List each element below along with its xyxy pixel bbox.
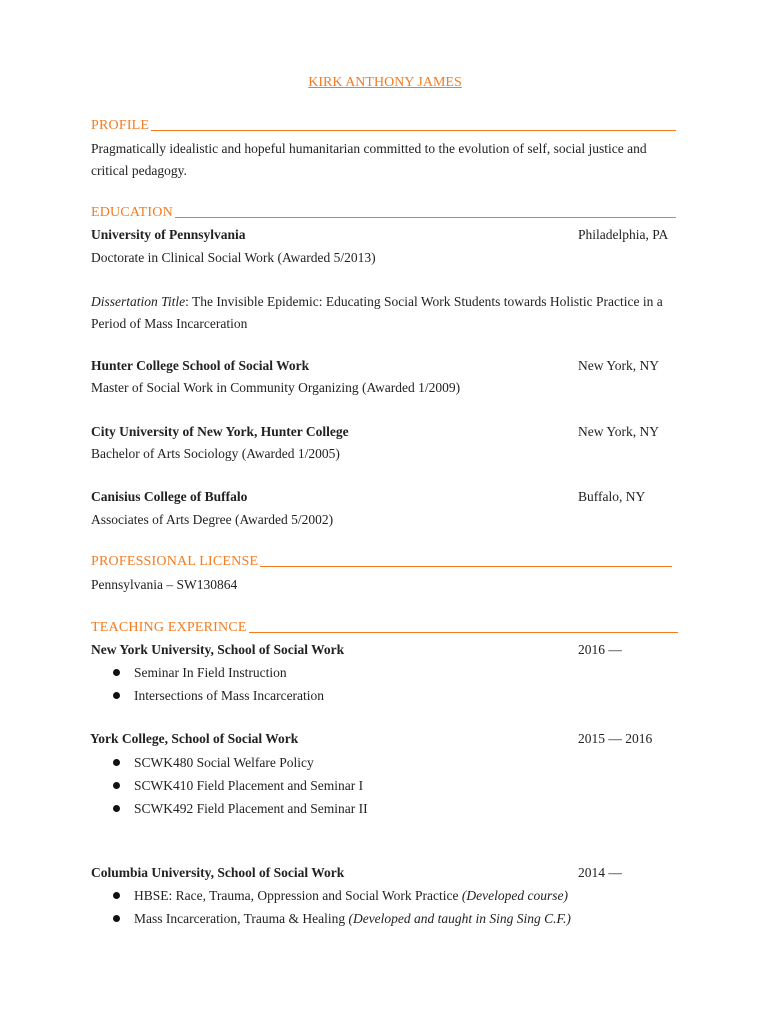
license-heading-label: PROFESSIONAL LICENSE [91,554,259,569]
bullet-icon [113,805,120,812]
bullet-icon [113,892,120,899]
bullet-icon [113,915,120,922]
course-note: (Developed and taught in Sing Sing C.F.) [348,911,571,926]
list-item [113,888,568,904]
education-school: City University of New York, Hunter College [91,424,349,439]
list-item [113,778,363,794]
education-degree: Associates of Arts Degree (Awarded 5/2002) [91,512,334,527]
education-heading-label: EDUCATION [91,205,173,220]
course-name: SCWK480 Social Welfare Policy [134,755,314,770]
bullet-icon [113,692,120,699]
list-item [113,911,571,927]
profile-text: Pragmatically idealistic and hopeful humanitarian committed to the evolution of self, social justice and critical pedagogy. [91,141,647,178]
education-heading [91,205,676,221]
bullet-icon [113,669,120,676]
education-location: New York, NY [578,424,660,439]
dissertation-label: Dissertation Title [91,294,186,309]
list-item [113,688,324,704]
education-school: Canisius College of Buffalo [91,489,248,504]
teaching-dates: 2016 — [578,642,622,657]
course-name: SCWK410 Field Placement and Seminar I [134,778,364,793]
education-school: University of Pennsylvania [91,227,246,242]
section-divider [249,631,678,633]
education-school: Hunter College School of Social Work [91,358,310,373]
teaching-heading-label: TEACHING EXPERINCE [91,620,247,635]
license-heading [91,554,672,570]
bullet-icon [113,782,120,789]
course-name: HBSE: Race, Trauma, Oppression and Social Work Practice [134,888,462,903]
list-item [113,665,287,681]
teaching-org: New York University, School of Social Work [91,642,345,657]
teaching-heading [91,620,678,636]
license-text: Pennsylvania – SW130864 [91,577,238,592]
profile-heading-label: PROFILE [91,118,150,133]
course-name: Mass Incarceration, Trauma & Healing [134,911,349,926]
teaching-dates: 2014 — [578,865,622,880]
teaching-dates: 2015 — 2016 [578,731,653,746]
list-item [113,755,314,771]
education-location: Buffalo, NY [578,489,646,504]
section-divider [175,216,676,218]
section-divider [260,565,672,567]
education-degree: Bachelor of Arts Sociology (Awarded 1/2005) [91,446,340,461]
education-degree: Master of Social Work in Community Organizing (Awarded 1/2009) [91,380,461,395]
course-note: (Developed course) [461,888,568,903]
course-name: SCWK492 Field Placement and Seminar II [134,801,368,816]
course-name: Seminar In Field Instruction [134,665,287,680]
education-degree: Doctorate in Clinical Social Work (Awarded 5/2013) [91,250,376,265]
education-location: New York, NY [578,358,660,373]
resume-name: KIRK ANTHONY JAMES [308,75,462,90]
dissertation [91,291,681,335]
course-name: Intersections of Mass Incarceration [134,688,325,703]
list-item [113,801,368,817]
bullet-icon [113,759,120,766]
profile-heading [91,118,676,134]
section-divider [151,129,676,131]
teaching-org: Columbia University, School of Social Work [91,865,345,880]
teaching-org: York College, School of Social Work [90,731,299,746]
dissertation-text: : The Invisible Epidemic: Educating Social Work Students towards Holistic Practice in a Period of Mass Incarceration [91,294,663,331]
education-location: Philadelphia, PA [578,227,669,242]
